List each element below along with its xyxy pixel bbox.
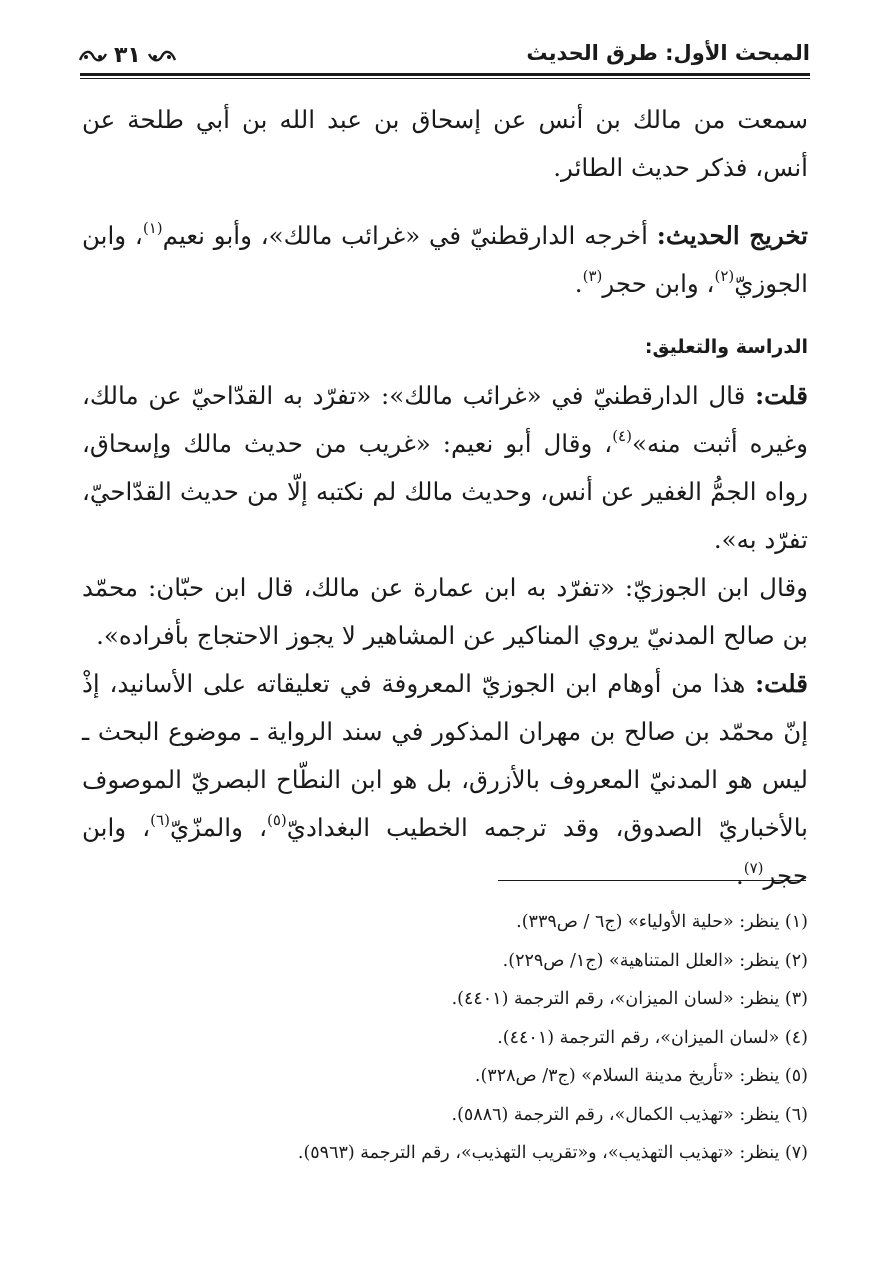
main-text	[82, 96, 808, 900]
commentary-text: ، وقال أبو نعيم: «غريب من حديث مالك وإسحاق، رواه الجمُّ الغفير عن أنس، وحديث مالك لم نكتبه إلّا من حديث القدّاحيّ، تفرّد به».	[82, 429, 808, 554]
footnote-item: (٣) ينظر: «لسان الميزان»، رقم الترجمة (٤٤٠١).	[451, 989, 808, 1009]
paragraph-narration: سمعت من مالك بن أنس عن إسحاق بن عبد الله بن أبي طلحة عن أنس، فذكر حديث الطائر.	[82, 105, 808, 182]
commentary-text: ، وابن حجر	[82, 813, 808, 890]
section-heading: الدراسة والتعليق:	[644, 336, 808, 358]
footnote-separator	[498, 880, 806, 881]
ornament-left-icon	[78, 48, 108, 64]
footnote-item: (٥) ينظر: «تأريخ مدينة السلام» (ج٣/ ص٣٢٨).	[474, 1066, 808, 1086]
footnote-item: (٦) ينظر: «تهذيب الكمال»، رقم الترجمة (٥٨٨٦).	[451, 1104, 808, 1125]
footnote-ref-7[interactable]: (٧)	[743, 859, 764, 877]
footnote-item: (١) ينظر: «حلية الأولياء» (ج٦ / ص٣٣٩).	[516, 912, 808, 932]
takhrij-text: .	[574, 269, 583, 298]
page-number-ornament	[78, 43, 177, 72]
footnote-ref-6[interactable]: (٦)	[150, 811, 170, 829]
paragraph-commentary-3	[82, 660, 808, 900]
footnote-ref-4[interactable]: (٤)	[612, 427, 632, 445]
commentary-text: .	[735, 861, 744, 890]
footnote-item: (٢) ينظر: «العلل المتناهية» (ج١/ ص٢٢٩).	[502, 950, 808, 971]
footnote-ref-3[interactable]: (٣)	[582, 267, 603, 285]
paragraph-takhrij	[82, 212, 808, 308]
paragraph-commentary-1	[82, 372, 808, 564]
footnote-ref-2[interactable]: (٢)	[714, 267, 735, 285]
commentary-text: قال الدارقطنيّ في «غرائب مالك»: «تفرّد به القدّاحيّ عن مالك، وغيره أثبت منه»	[82, 381, 808, 458]
page-header	[78, 28, 810, 72]
footnotes	[82, 903, 808, 1173]
page-number: ٣١	[114, 43, 141, 68]
ornament-right-icon	[147, 48, 177, 64]
commentary-text: هذا من أوهام ابن الجوزيّ المعروفة في تعليقاته على الأسانيد، إذْ إنّ محمّد بن صالح بن مهران المذكور في سند الرواية ـ موضوع البحث ـ ليس هو المدنيّ المعروف بالأزرق، بل هو ابن النطّاح البصريّ الموصوف بالأخباريّ الصدوق، وقد ترجمه الخطيب البغداديّ	[82, 669, 808, 842]
takhrij-text: ، وابن حجر	[602, 269, 715, 298]
running-title: المبحث الأول: طرق الحديث	[526, 41, 810, 65]
takhrij-text: ، وابن الجوزيّ	[82, 221, 808, 298]
qultu-label: قلت:	[755, 381, 808, 410]
header-rule	[80, 73, 810, 79]
commentary-text: ، والمزّيّ	[169, 813, 267, 842]
footnote-ref-5[interactable]: (٥)	[266, 811, 287, 829]
takhrij-heading: تخريج الحديث:	[656, 221, 809, 250]
footnote-ref-1[interactable]: (١)	[142, 219, 163, 237]
footnote-item: (٤) «لسان الميزان»، رقم الترجمة (٤٤٠١).	[497, 1027, 808, 1048]
footnote-item: (٧) ينظر: «تهذيب التهذيب»، و«تقريب التهذيب»، رقم الترجمة (٥٩٦٣).	[297, 1143, 808, 1163]
qultu-label: قلت:	[755, 669, 808, 698]
paragraph-commentary-2: وقال ابن الجوزيّ: «تفرّد به ابن عمارة عن مالك، قال ابن حبّان: محمّد بن صالح المدنيّ يروي المناكير عن المشاهير لا يجوز الاحتجاج بأفراده».	[82, 573, 808, 650]
takhrij-text: أخرجه الدارقطنيّ في «غرائب مالك»، وأبو نعيم	[162, 221, 657, 250]
